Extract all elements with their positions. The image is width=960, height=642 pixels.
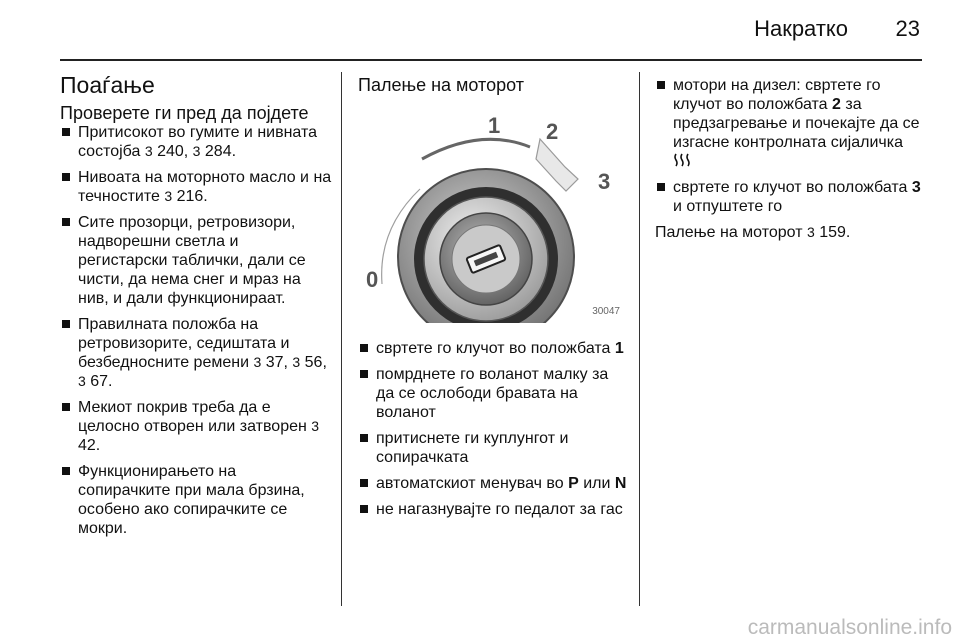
chapter-title: Накратко <box>754 16 848 41</box>
list-item: Притисокот во гумите и нивната состојба 3 240, 3 284. <box>60 123 332 161</box>
list-item: Мекиот покрив треба да е целосно отворен или затворен 3 42. <box>60 398 332 455</box>
start-steps <box>358 339 630 519</box>
column-divider-1 <box>341 72 342 606</box>
section-title: Поаѓање <box>60 72 155 98</box>
list-item: свртете го клучот во положбата 1 <box>358 339 630 358</box>
list-item: автоматскиот менувач во P или N <box>358 474 630 493</box>
reference-arrow-icon: 3 <box>292 354 301 370</box>
page-number: 23 <box>895 16 920 41</box>
column-right <box>655 76 923 242</box>
header-divider <box>60 59 922 61</box>
list-item: притиснете ги куплунгот и сопирачката <box>358 429 630 467</box>
ignition-switch-illustration <box>360 109 622 323</box>
subsection-title: Проверете ги пред да појдете <box>60 103 309 123</box>
list-item: мотори на дизел: свртете го клучот во положбата 2 за предзагревање и почекајте да се изгасне контролната сијаличка <box>655 76 923 171</box>
ignition-switch-figure <box>360 109 622 323</box>
list-item: Правилната положба на ретровизорите, седиштата и безбедносните ремени 3 37, 3 56, 3 67. <box>60 315 332 391</box>
column-left <box>60 72 332 545</box>
checklist <box>60 123 332 538</box>
start-steps-continued <box>655 76 923 216</box>
list-item: помрднете го воланот малку за да се ослободи бравата на воланот <box>358 365 630 422</box>
position-label-1: 1 <box>488 113 501 138</box>
reference-arrow-icon: 3 <box>311 418 320 434</box>
list-item: Сите прозорци, ретровизори, надворешни светла и регистарски таблички, дали се чисти, да нема снег и мраз на нив, и дали функционираат. <box>60 213 332 308</box>
reference-arrow-icon: 3 <box>144 143 153 159</box>
reference-arrow-icon: 3 <box>806 224 815 240</box>
reference-arrow-icon: 3 <box>192 143 201 159</box>
list-item: не нагазнувајте го педалот за гас <box>358 500 630 519</box>
list-item: Нивоата на моторното масло и на течностите 3 216. <box>60 168 332 206</box>
subsection-title: Палење на моторот <box>358 75 524 95</box>
page-header <box>0 0 960 60</box>
position-label-3: 3 <box>598 169 611 194</box>
glow-plug-icon <box>673 153 691 167</box>
position-label-0: 0 <box>366 267 379 292</box>
column-divider-2 <box>639 72 640 606</box>
reference-arrow-icon: 3 <box>78 373 86 389</box>
column-middle <box>358 76 630 526</box>
watermark: carmanualsonline.info <box>747 616 952 639</box>
list-item: Функционирањето на сопирачките при мала брзина, особено ако сопирачките се мокри. <box>60 462 332 538</box>
position-label-2: 2 <box>546 119 559 144</box>
reference-arrow-icon: 3 <box>164 188 173 204</box>
reference-arrow-icon: 3 <box>253 354 262 370</box>
figure-number: 30047 <box>592 306 620 317</box>
list-item: свртете го клучот во положбата 3 и отпуштете го <box>655 178 923 216</box>
cross-reference: Палење на моторот 3 159. <box>655 224 851 241</box>
